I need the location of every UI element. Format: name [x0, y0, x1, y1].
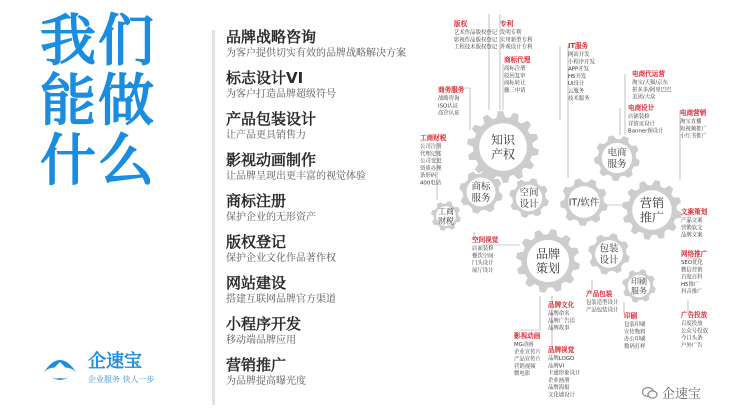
service-desc: 为品牌提高曝光度	[226, 376, 306, 387]
service-title: 网站建设	[226, 274, 287, 292]
service-group-item: SEO优化	[681, 260, 703, 266]
service-group-item: 产品文案	[681, 218, 703, 224]
service-group-item: 技术服务	[568, 95, 590, 102]
gear-yingxiao	[622, 180, 682, 240]
service-group-item: 公众号投放	[681, 328, 708, 335]
service-group-title: 电商设计	[628, 104, 655, 112]
service-group-title: 版权	[454, 20, 468, 28]
service-group-item: 详情页设计	[628, 121, 655, 128]
service-group	[568, 41, 596, 102]
service-group-item: ISO认证	[438, 103, 459, 110]
service-group-item: 户外广告	[681, 342, 703, 349]
service-group-item: 实用新型专利	[500, 37, 533, 44]
gear-pinpai-label: 品牌	[535, 247, 561, 262]
service-group-item: UI设计	[568, 81, 585, 88]
gear-kongjian-label: 空间	[519, 187, 539, 199]
service-group	[680, 108, 708, 140]
service-group-item: 包装造型设计	[586, 300, 619, 306]
service-group-item: 营销视频	[514, 363, 536, 370]
service-group-item: 淘宝直播	[680, 119, 702, 125]
service-group-item: 办公印刷	[624, 336, 646, 343]
service-group-title: 商标代理	[504, 56, 531, 64]
service-group-item: 品牌文案	[681, 232, 703, 239]
gear-zhishi-label: 知识	[490, 133, 516, 148]
connector-line	[520, 296, 540, 330]
service-group	[472, 235, 499, 274]
service-desc: 保护企业的无形资产	[226, 212, 316, 223]
service-group-item: 百度投放	[681, 321, 703, 327]
service-group-title: 空间视觉	[472, 236, 499, 244]
service-group-item: 营销软文	[681, 225, 703, 232]
service-group-item: 撤三申请	[504, 87, 526, 94]
service-desc: 搭建互联网品牌官方渠道	[226, 294, 336, 305]
service-group	[514, 331, 542, 377]
service-group-item: H5推广	[681, 281, 700, 288]
service-group-title: 电商营销	[680, 109, 707, 117]
service-group-item: 包装印刷	[624, 322, 646, 328]
service-group-title: IT服务	[568, 42, 589, 50]
service-group-item: 短视频推广	[680, 126, 707, 133]
service-group-item: MG动画	[514, 342, 534, 348]
service-group-title: 文案策划	[681, 208, 708, 216]
service-group-item: 企业宣传片	[514, 349, 541, 356]
hero-line-2: 能做	[40, 69, 156, 134]
service-group-item: 产品宣传片	[514, 356, 541, 363]
service-group-title: 专利	[500, 20, 514, 28]
service-group-item: 小程序开发	[568, 59, 595, 66]
gear-yinshua-label: 服务	[631, 286, 647, 296]
service-group-item: 拼多多/阿里巴巴	[632, 87, 672, 94]
service-group	[438, 85, 465, 117]
service-group-item: 代理记账	[420, 151, 442, 158]
wechat-label: 企速宝	[662, 387, 702, 402]
service-title: 营销推广	[226, 356, 287, 374]
service-group-item: 发明专利	[500, 30, 522, 36]
service-group	[586, 289, 619, 313]
service-group-item: 百度百科	[681, 274, 703, 281]
service-group-item: 影视作品版权登记	[454, 37, 498, 44]
service-title: 影视动画制作	[226, 151, 317, 169]
gear-yingxiao-label: 推广	[639, 210, 665, 225]
service-group-item: 艺术作品版权登记	[454, 30, 498, 36]
brand-slogan: 企业服务 快人一步	[88, 375, 155, 384]
service-group-item: 高企认证	[438, 110, 460, 117]
gear-dianshang-label: 服务	[607, 159, 627, 171]
service-group-title: 影视动画	[514, 332, 541, 340]
wechat-icon	[642, 386, 658, 400]
gear-shangbiao-label: 商标	[471, 181, 491, 193]
service-group-item: 品牌广告语	[548, 318, 575, 325]
gear-yinshua	[622, 269, 656, 303]
gear-baozhuang	[588, 233, 630, 275]
service-group-item: 餐饮空间	[472, 253, 494, 260]
service-group-item: 产品包装设计	[586, 307, 619, 314]
service-group-title: 网络推广	[681, 250, 708, 258]
service-group-item: 淘宝/天猫/京东	[632, 80, 668, 86]
service-title: 商标注册	[226, 192, 287, 210]
service-group	[548, 345, 581, 399]
gear-zhishi	[467, 111, 539, 183]
service-group	[548, 300, 576, 332]
service-group	[628, 103, 664, 135]
service-group-item: 卡通形象设计	[548, 370, 581, 377]
service-group-item: 展厅设计	[472, 267, 494, 274]
service-group-title: 广告投放	[681, 311, 708, 319]
service-group-title: 产品包装	[586, 290, 613, 298]
gear-kongjian	[509, 178, 549, 218]
service-group-title: 电商代运营	[632, 70, 665, 78]
gear-kongjian-label: 设计	[519, 199, 539, 211]
service-desc: 为客户打造品牌超级符号	[226, 89, 336, 100]
service-desc: 保护企业文化作品著作权	[226, 253, 336, 264]
service-group-item: 品牌海报	[548, 385, 570, 392]
service-group-item: 战略咨询	[438, 96, 460, 102]
service-group-item: 美团/大众	[632, 94, 656, 101]
gear-pinpai	[516, 229, 580, 293]
service-group	[632, 69, 672, 101]
gear-yingxiao-label: 营销	[639, 196, 665, 211]
service-desc: 为客户提供切实有效的品牌战略解决方案	[226, 48, 406, 59]
gear-gongshang-label: 工商	[438, 207, 454, 217]
service-title: 标志设计VI	[226, 69, 304, 87]
service-group	[681, 310, 709, 349]
service-group-item: 公司变更	[420, 158, 442, 165]
hero-line-1: 我们	[40, 9, 156, 74]
service-title: 小程序开发	[226, 315, 302, 333]
service-group-item: 驳回复审	[504, 73, 526, 80]
gear-dianshang	[594, 135, 640, 181]
service-group-item: 门头设计	[472, 260, 494, 267]
service-group-item: 商标注册	[504, 66, 526, 72]
service-group-item: 品牌故事	[548, 325, 570, 332]
service-group-item: 外观设计专利	[500, 44, 533, 51]
service-group-item: 商标转让	[504, 80, 526, 87]
service-group-item: 小红书推广	[680, 133, 707, 140]
service-group-item: 抖音推广	[681, 289, 703, 296]
service-title: 版权登记	[226, 233, 287, 251]
service-group-item: 品牌VI	[548, 363, 565, 370]
service-group-item: 条形码	[420, 173, 437, 180]
service-title: 品牌战略咨询	[226, 28, 317, 46]
service-group	[681, 249, 708, 295]
gear-baozhuang-label: 包装	[599, 243, 619, 255]
gear-zhishi-label: 产权	[490, 147, 516, 162]
service-group-item: 店铺装修	[628, 114, 650, 120]
service-group-item: 网站开发	[568, 52, 590, 58]
gear-gongshang-label: 财税	[438, 216, 454, 226]
gear-yinshua-label: 印刷	[631, 277, 647, 287]
wechat-watermark	[642, 383, 701, 402]
gear-it-label: IT/软件	[568, 197, 600, 209]
service-group-item: 文化墙设计	[548, 392, 575, 399]
service-group-item: 今日头条	[681, 335, 703, 342]
gear-pinpai-label: 策划	[535, 261, 561, 276]
service-group-item: 公司注册	[420, 144, 442, 150]
service-title: 产品包装设计	[226, 110, 317, 128]
service-group	[500, 19, 533, 51]
service-group-title: 品牌文化	[548, 301, 575, 309]
service-group	[681, 207, 708, 239]
gear-shangbiao-label: 服务	[471, 193, 491, 205]
service-group-item: 品牌命名	[548, 311, 570, 317]
service-group-title: 工商财税	[420, 134, 447, 142]
service-group-item: 微电影	[514, 371, 531, 378]
gear-it	[560, 178, 608, 226]
service-group	[420, 133, 447, 187]
service-group-item: 云服务	[568, 88, 585, 95]
service-group-item: 店面装修	[472, 246, 494, 252]
service-group-title: 品牌视觉	[548, 346, 575, 354]
service-group-item: 工程技术版权登记	[454, 44, 498, 51]
service-group	[504, 55, 531, 94]
service-group-item: 企业画册	[548, 377, 570, 384]
service-group-item: 数码打样	[624, 343, 646, 350]
service-group-title: 商务服务	[438, 86, 465, 94]
hero-line-3: 什么	[40, 129, 156, 194]
gear-shangbiao	[459, 170, 503, 214]
service-group-item: 400电话	[420, 180, 442, 187]
gear-dianshang-label: 电商	[607, 147, 627, 159]
service-group	[624, 311, 646, 350]
service-group-item: 微信营销	[681, 267, 703, 274]
service-desc: 移动端品牌应用	[226, 335, 296, 346]
service-desc: 让品牌呈现出更丰富的视觉体验	[226, 171, 366, 182]
service-group-item: APP开发	[568, 66, 589, 73]
brand-name: 企速宝	[88, 351, 142, 372]
gear-baozhuang-label: 设计	[599, 255, 619, 267]
service-group	[454, 19, 498, 51]
service-group-item: 宣传物料	[624, 329, 646, 336]
service-desc: 让产品更具销售力	[226, 130, 306, 141]
service-group-title: 印刷	[624, 312, 638, 320]
service-group-item: 资质办理	[420, 165, 442, 172]
gear-gongshang	[431, 201, 461, 231]
service-group-item: 品牌LOGO	[548, 356, 575, 362]
service-group-item: Banner图设计	[628, 128, 664, 135]
service-group-item: H5开发	[568, 73, 587, 80]
